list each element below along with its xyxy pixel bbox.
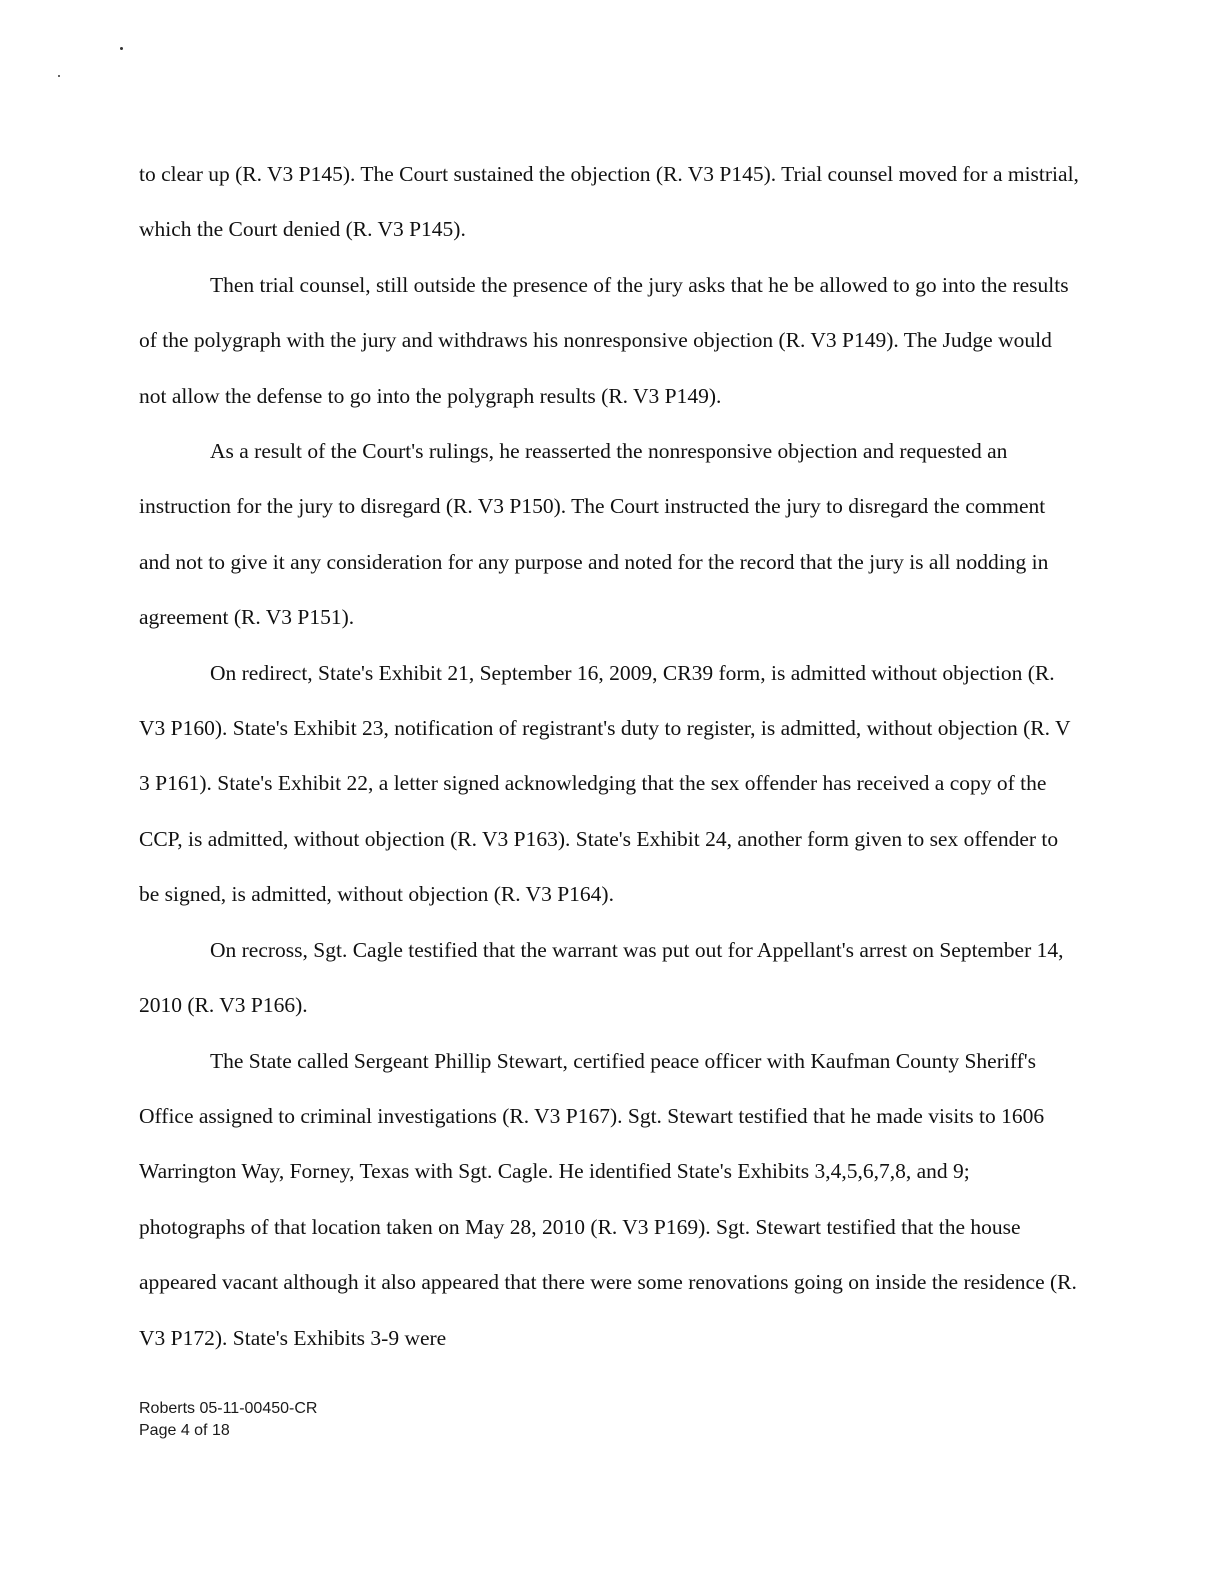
page-footer <box>139 1398 317 1442</box>
paragraph: On redirect, State's Exhibit 21, September 16, 2009, CR39 form, is admitted without objection (R. V3 P160). State's Exhibit 23, notification of registrant's duty to register, is admitted, without objection (R. V 3 P161). State's Exhibit 22, a letter signed acknowledging that the sex offender has received a copy of the CCP, is admitted, without objection (R. V3 P163). State's Exhibit 24, another form given to sex offender to be signed, is admitted, without objection (R. V3 P164). <box>139 660 1071 907</box>
paragraph: The State called Sergeant Phillip Stewart, certified peace officer with Kaufman County Sheriff's Office assigned to criminal investigations (R. V3 P167). Sgt. Stewart testified that he made visits to 1606 Warrington Way, Forney, Texas with Sgt. Cagle. He identified State's Exhibits 3,4,5,6,7,8, and 9; photographs of that location taken on May 28, 2010 (R. V3 P169). Sgt. Stewart testified that the house appeared vacant although it also appeared that there were some renovations going on inside the residence (R. V3 P172). State's Exhibits 3-9 were <box>139 1048 1077 1350</box>
scan-speck <box>120 47 123 50</box>
case-number: Roberts 05-11-00450-CR <box>139 1400 318 1417</box>
page-number: Page 4 of 18 <box>139 1422 230 1439</box>
paragraph: Then trial counsel, still outside the presence of the jury asks that he be allowed to go into the results of the polygraph with the jury and withdraws his nonresponsive objection (R. V3 P149). The Judge would not allow the defense to go into the polygraph results (R. V3 P149). <box>139 272 1069 408</box>
body-text <box>139 147 1079 1366</box>
paragraph: As a result of the Court's rulings, he reasserted the nonresponsive objection and requested an instruction for the jury to disregard (R. V3 P150). The Court instructed the jury to disregard the comment and not to give it any consideration for any purpose and noted for the record that the jury is all nodding in agreement (R. V3 P151). <box>139 439 1049 630</box>
paragraph: to clear up (R. V3 P145). The Court sustained the objection (R. V3 P145). Trial counsel moved for a mistrial, which the Court denied (R. V3 P145). <box>139 162 1079 242</box>
paragraph: On recross, Sgt. Cagle testified that the warrant was put out for Appellant's arrest on September 14, 2010 (R. V3 P166). <box>139 937 1064 1018</box>
scan-speck <box>58 75 60 77</box>
